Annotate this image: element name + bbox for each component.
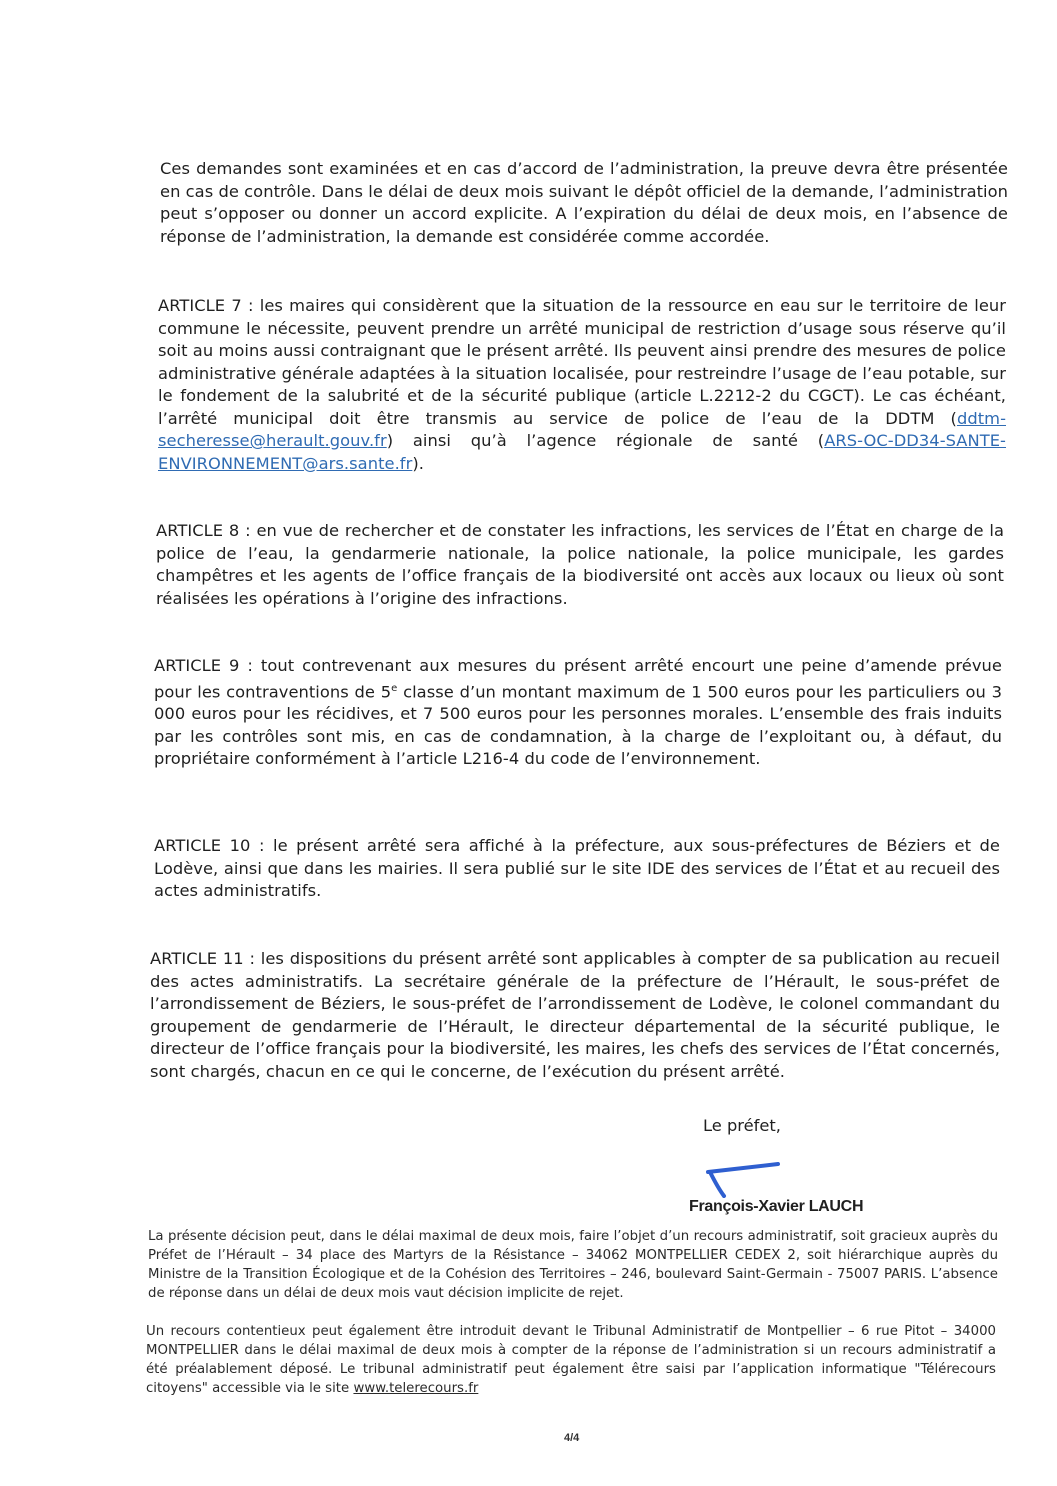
ars-email-link[interactable]: ARS-OC-DD34-SANTE-ENVIRONNEMENT@ars.sante.fr [158, 431, 1006, 473]
signature-stroke [708, 1164, 778, 1196]
article-8-heading: ARTICLE 8 : [156, 521, 257, 540]
article-11-heading: ARTICLE 11 : [150, 949, 261, 968]
article-7-text: les maires qui considèrent que la situation de la ressource en eau sur le territoire de leur commune le nécessite, peuvent prendre un arrêté municipal de restriction d’usage sous réserve qu’il soit au moins aussi contraignant que le présent arrêté. Ils peuvent ainsi prendre des mesures de police administrative générale adaptées à la situation localisée, pour restreindre l’usage de l’eau potable, sur le fondement de la salubrité et de la sécurité publique (article L.2212-2 du CGCT). Le cas échéant, l’arrêté municipal doit être transmis au service de police de l’eau de la DDTM ( [158, 296, 1006, 428]
article-9-text-a: tout contrevenant aux mesures du présent arrêté encourt une peine d’amende prévue pour les contraventions de 5 [154, 656, 1002, 701]
intro-text: Ces demandes sont examinées et en cas d’accord de l’administration, la preuve devra être présentée en cas de contrôle. Dans le délai de deux mois suivant le dépôt officiel de la demande, l’administration peut s’opposer ou donner un accord explicite. A l’expiration du délai de deux mois, en l’absence de réponse de l’administration, la demande est considérée comme accordée. [160, 159, 1008, 246]
intro-paragraph [160, 158, 1008, 248]
article-11 [150, 948, 1000, 1083]
article-7 [158, 295, 1006, 475]
article-9-text-b: classe d’un montant maximum de 1 500 euros pour les particuliers ou 3 000 euros pour les récidives, et 7 500 euros pour les personnes morales. L’ensemble des frais induits par les contrôles sont mis, en cas de condamnation, à la charge de l’exploitant ou, à défaut, du propriétaire conformément à l’article L216-4 du code de l’environnement. [154, 681, 1002, 769]
appeal-notice-contentious-text: Un recours contentieux peut également être introduit devant le Tribunal Administratif de Montpellier – 6 rue Pitot – 34000 MONTPELLIER dans le délai maximal de deux mois à compter de la réponse de l’administration si un recours administratif a été préalablement déposé. Le tribunal administratif peut également être saisi par l’application informatique "Télérecours citoyens" accessible via le site [146, 1324, 996, 1396]
article-7-middle: ) ainsi qu’à l’agence régionale de santé ( [386, 431, 825, 450]
telerecours-link[interactable]: www.telerecours.fr [353, 1381, 479, 1396]
article-8-text: en vue de rechercher et de constater les infractions, les services de l’État en charge de la police de l’eau, la gendarmerie nationale, la police nationale, la police municipale, les gardes champêtres et les agents de l’office français de la biodiversité ont accès aux locaux ou lieux où sont réalisées les opérations à l’origine des infractions. [156, 521, 1004, 608]
ddtm-email-link[interactable]: ddtm-secheresse@herault.gouv.fr [158, 408, 1006, 450]
article-10-heading: ARTICLE 10 : [154, 836, 274, 855]
article-9-heading: ARTICLE 9 : [154, 656, 261, 675]
appeal-notice-administrative: La présente décision peut, dans le délai maximal de deux mois, faire l’objet d’un recours administratif, soit gracieux auprès du Préfet de l’Hérault – 34 place des Martyrs de la Résistance – 34062 MONTPELLIER CEDEX 2, soit hiérarchique auprès du Ministre de la Transition Écologique et de la Cohésion des Territoires – 246, boulevard Saint-Germain - 75007 PARIS. L’absence de réponse dans un délai de deux mois vaut décision implicite de rejet. [148, 1229, 998, 1301]
article-10-text: le présent arrêté sera affiché à la préfecture, aux sous-préfectures de Béziers et de Lodève, ainsi que dans les mairies. Il sera publié sur le site IDE des services de l’État et au recueil des actes administratifs. [154, 836, 1000, 900]
article-10 [154, 835, 1000, 903]
article-8 [156, 520, 1004, 610]
signature-title: Le préfet, [703, 1116, 781, 1135]
page-number: 4/4 [564, 1432, 580, 1444]
article-7-end: ). [412, 453, 424, 473]
article-11-text: les dispositions du présent arrêté sont applicables à compter de sa publication au recueil des actes administratifs. La secrétaire générale de la préfecture de l’Hérault, le sous-préfet de l’arrondissement de Béziers, le sous-préfet de l’arrondissement de Lodève, le colonel commandant du groupement de gendarmerie de l’Hérault, le directeur départemental de la sécurité publique, le directeur de l’office français pour la biodiversité, les maires, les chefs des services de l’État concernés, sont chargés, chacun en ce qui le concerne, de l’exécution du présent arrêté. [150, 949, 1000, 1081]
article-7-heading: ARTICLE 7 : [158, 296, 260, 315]
handwritten-signature [700, 1158, 786, 1198]
article-9-superscript: e [391, 682, 398, 694]
article-9 [154, 655, 1002, 771]
signatory-name: François-Xavier LAUCH [689, 1198, 864, 1215]
appeal-notice-contentious [146, 1322, 996, 1398]
